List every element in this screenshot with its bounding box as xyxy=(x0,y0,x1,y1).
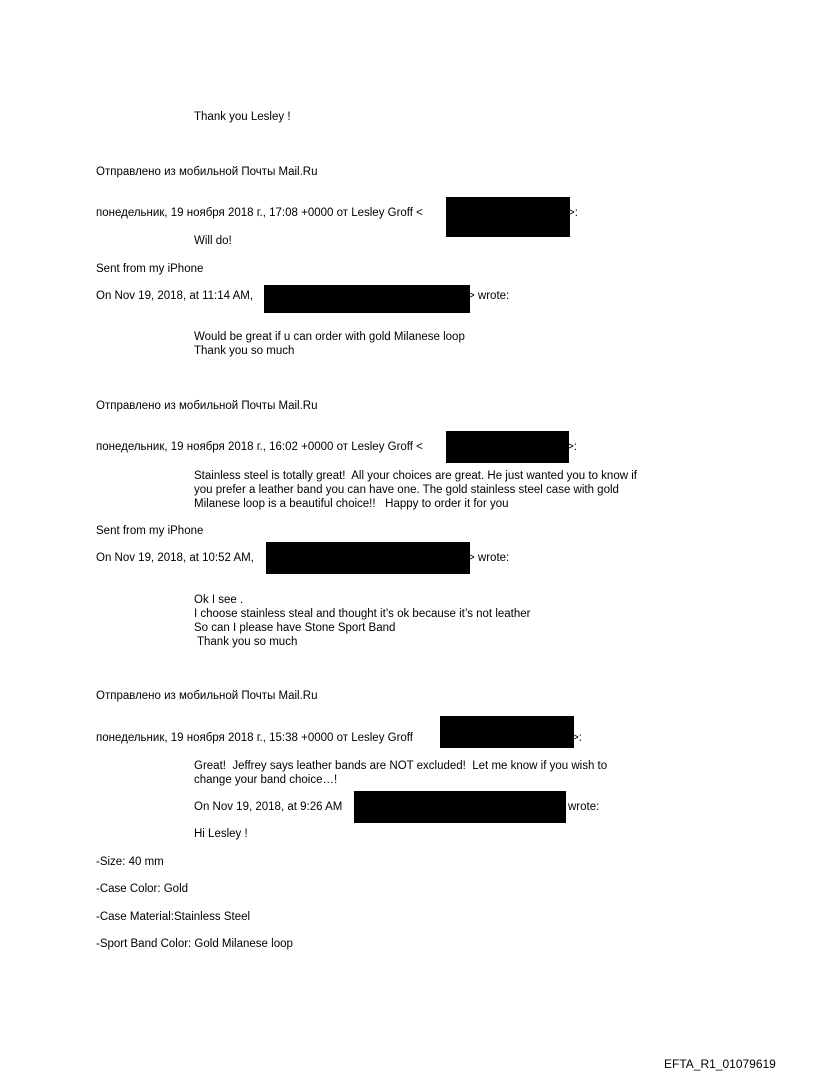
order-detail: -Case Color: Gold xyxy=(96,883,189,895)
quote-header: понедельник, 19 ноября 2018 г., 16:02 +0000 от Lesley Groff < xyxy=(96,441,423,453)
reply-text: Thank you Lesley ! xyxy=(194,111,291,123)
message-line: I choose stainless steal and thought it’s ok because it’s not leather xyxy=(194,608,531,620)
mobile-signature: Отправлено из мобильной Почты Mail.Ru xyxy=(96,690,318,702)
redaction-block xyxy=(264,285,470,313)
mobile-signature: Отправлено из мобильной Почты Mail.Ru xyxy=(96,166,318,178)
message-line: Great! Jeffrey says leather bands are NOT excluded! Let me know if you wish to xyxy=(194,760,608,772)
order-detail: -Case Material:Stainless Steel xyxy=(96,911,251,923)
bates-number: EFTA_R1_01079619 xyxy=(664,1057,776,1071)
message-line: Would be great if u can order with gold Milanese loop xyxy=(194,331,465,343)
quote-header: On Nov 19, 2018, at 10:52 AM, xyxy=(96,552,254,564)
quote-header-tail: >: xyxy=(568,207,578,219)
redaction-block xyxy=(446,431,569,463)
reply-text: Will do! xyxy=(194,235,232,247)
quote-header-tail: >: xyxy=(567,441,577,453)
message-line: Thank you so much xyxy=(194,345,295,357)
device-signature: Sent from my iPhone xyxy=(96,263,204,275)
order-detail: -Sport Band Color: Gold Milanese loop xyxy=(96,938,293,950)
quote-header: On Nov 19, 2018, at 9:26 AM xyxy=(194,801,343,813)
redaction-block xyxy=(440,716,574,748)
quote-header: понедельник, 19 ноября 2018 г., 15:38 +0000 от Lesley Groff xyxy=(96,732,413,744)
redaction-block xyxy=(266,542,470,574)
quote-header-tail: > wrote: xyxy=(468,552,510,564)
message-line: Hi Lesley ! xyxy=(194,828,248,840)
message-line: Milanese loop is a beautiful choice!! Happy to order it for you xyxy=(194,498,509,510)
redaction-block xyxy=(354,791,566,823)
message-line: Stainless steel is totally great! All your choices are great. He just wanted you to know if xyxy=(194,470,637,482)
order-detail: -Size: 40 mm xyxy=(96,856,164,868)
message-line: change your band choice…! xyxy=(194,774,338,786)
mobile-signature: Отправлено из мобильной Почты Mail.Ru xyxy=(96,400,318,412)
message-line: So can I please have Stone Sport Band xyxy=(194,622,396,634)
quote-header: понедельник, 19 ноября 2018 г., 17:08 +0000 от Lesley Groff < xyxy=(96,207,423,219)
quote-header: On Nov 19, 2018, at 11:14 AM, xyxy=(96,290,254,302)
quote-header-tail: >: xyxy=(572,732,582,744)
message-line: you prefer a leather band you can have one. The gold stainless steel case with gold xyxy=(194,484,619,496)
device-signature: Sent from my iPhone xyxy=(96,525,204,537)
quote-header-tail: wrote: xyxy=(568,801,600,813)
message-line: Ok I see . xyxy=(194,594,244,606)
redaction-block xyxy=(446,197,570,237)
message-line: Thank you so much xyxy=(194,636,298,648)
quote-header-tail: > wrote: xyxy=(468,290,510,302)
